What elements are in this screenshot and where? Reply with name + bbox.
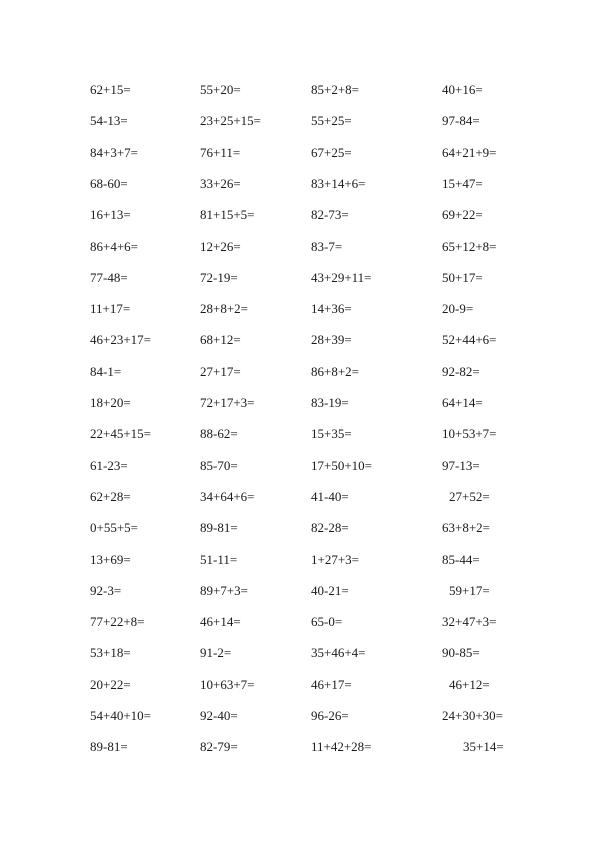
problem-r20-c1: 20+22= bbox=[90, 677, 131, 692]
problem-r5-c2: 81+15+5= bbox=[200, 207, 255, 222]
problem-r2-c3: 55+25= bbox=[311, 113, 352, 128]
problem-r20-c3: 46+17= bbox=[311, 677, 352, 692]
problem-r11-c3: 83-19= bbox=[311, 395, 349, 410]
problem-r9-c2: 68+12= bbox=[200, 332, 241, 347]
problem-r21-c2: 92-40= bbox=[200, 708, 238, 723]
problem-r16-c1: 13+69= bbox=[90, 552, 131, 567]
problem-r15-c1: 0+55+5= bbox=[90, 520, 138, 535]
problem-r4-c1: 68-60= bbox=[90, 176, 128, 191]
problem-r2-c2: 23+25+15= bbox=[200, 113, 261, 128]
problem-r8-c3: 14+36= bbox=[311, 301, 352, 316]
problem-r14-c2: 34+64+6= bbox=[200, 489, 255, 504]
problem-r19-c3: 35+46+4= bbox=[311, 645, 366, 660]
problem-r15-c2: 89-81= bbox=[200, 520, 238, 535]
problem-r22-c1: 89-81= bbox=[90, 739, 128, 754]
problem-r2-c1: 54-13= bbox=[90, 113, 128, 128]
problem-r5-c3: 82-73= bbox=[311, 207, 349, 222]
problem-r18-c3: 65-0= bbox=[311, 614, 343, 629]
problem-r3-c2: 76+11= bbox=[200, 145, 241, 160]
problem-r18-c1: 77+22+8= bbox=[90, 614, 145, 629]
problem-r6-c3: 83-7= bbox=[311, 239, 343, 254]
problem-r15-c3: 82-28= bbox=[311, 520, 349, 535]
problem-r8-c1: 11+17= bbox=[90, 301, 131, 316]
problem-r1-c3: 85+2+8= bbox=[311, 82, 359, 97]
problem-r21-c3: 96-26= bbox=[311, 708, 349, 723]
problem-r3-c3: 67+25= bbox=[311, 145, 352, 160]
problem-r15-c4: 63+8+2= bbox=[442, 520, 490, 535]
problem-r1-c1: 62+15= bbox=[90, 82, 131, 97]
problem-r7-c1: 77-48= bbox=[90, 270, 128, 285]
problem-r6-c4: 65+12+8= bbox=[442, 239, 497, 254]
problem-r7-c2: 72-19= bbox=[200, 270, 238, 285]
problem-r5-c1: 16+13= bbox=[90, 207, 131, 222]
problem-r5-c4: 69+22= bbox=[442, 207, 483, 222]
problem-r6-c1: 86+4+6= bbox=[90, 239, 138, 254]
problem-r12-c1: 22+45+15= bbox=[90, 426, 151, 441]
problem-r14-c3: 41-40= bbox=[311, 489, 349, 504]
problem-r17-c1: 92-3= bbox=[90, 583, 122, 598]
problem-r10-c1: 84-1= bbox=[90, 364, 122, 379]
problem-r14-c1: 62+28= bbox=[90, 489, 131, 504]
problem-r9-c4: 52+44+6= bbox=[442, 332, 497, 347]
problem-r19-c4: 90-85= bbox=[442, 645, 480, 660]
problem-r17-c2: 89+7+3= bbox=[200, 583, 248, 598]
problem-r16-c3: 1+27+3= bbox=[311, 552, 359, 567]
problem-r8-c2: 28+8+2= bbox=[200, 301, 248, 316]
problem-r9-c3: 28+39= bbox=[311, 332, 352, 347]
problem-r17-c4: 59+17= bbox=[449, 583, 490, 598]
problem-r4-c3: 83+14+6= bbox=[311, 176, 366, 191]
problem-r3-c4: 64+21+9= bbox=[442, 145, 497, 160]
problem-r11-c2: 72+17+3= bbox=[200, 395, 255, 410]
problem-r22-c2: 82-79= bbox=[200, 739, 238, 754]
problem-r7-c3: 43+29+11= bbox=[311, 270, 372, 285]
problem-r10-c4: 92-82= bbox=[442, 364, 480, 379]
problem-r9-c1: 46+23+17= bbox=[90, 332, 151, 347]
problem-r16-c4: 85-44= bbox=[442, 552, 480, 567]
problem-r16-c2: 51-11= bbox=[200, 552, 238, 567]
problem-r11-c1: 18+20= bbox=[90, 395, 131, 410]
problem-r11-c4: 64+14= bbox=[442, 395, 483, 410]
problem-r12-c3: 15+35= bbox=[311, 426, 352, 441]
problem-r6-c2: 12+26= bbox=[200, 239, 241, 254]
problem-r18-c4: 32+47+3= bbox=[442, 614, 497, 629]
problem-r7-c4: 50+17= bbox=[442, 270, 483, 285]
problem-r10-c3: 86+8+2= bbox=[311, 364, 359, 379]
problem-r14-c4: 27+52= bbox=[449, 489, 490, 504]
problem-r3-c1: 84+3+7= bbox=[90, 145, 138, 160]
problem-r13-c4: 97-13= bbox=[442, 458, 480, 473]
problem-r12-c2: 88-62= bbox=[200, 426, 238, 441]
problem-r22-c3: 11+42+28= bbox=[311, 739, 372, 754]
problem-r4-c2: 33+26= bbox=[200, 176, 241, 191]
problem-r19-c2: 91-2= bbox=[200, 645, 232, 660]
problem-r2-c4: 97-84= bbox=[442, 113, 480, 128]
problem-r12-c4: 10+53+7= bbox=[442, 426, 497, 441]
problem-r1-c4: 40+16= bbox=[442, 82, 483, 97]
problem-r21-c4: 24+30+30= bbox=[442, 708, 503, 723]
problem-r13-c3: 17+50+10= bbox=[311, 458, 372, 473]
problem-r20-c2: 10+63+7= bbox=[200, 677, 255, 692]
problem-r21-c1: 54+40+10= bbox=[90, 708, 151, 723]
problem-r17-c3: 40-21= bbox=[311, 583, 349, 598]
problem-r13-c1: 61-23= bbox=[90, 458, 128, 473]
problem-r18-c2: 46+14= bbox=[200, 614, 241, 629]
problem-r19-c1: 53+18= bbox=[90, 645, 131, 660]
problem-r1-c2: 55+20= bbox=[200, 82, 241, 97]
problem-r20-c4: 46+12= bbox=[449, 677, 490, 692]
problem-r22-c4: 35+14= bbox=[463, 739, 504, 754]
problem-r4-c4: 15+47= bbox=[442, 176, 483, 191]
problem-r10-c2: 27+17= bbox=[200, 364, 241, 379]
problem-r8-c4: 20-9= bbox=[442, 301, 474, 316]
problem-r13-c2: 85-70= bbox=[200, 458, 238, 473]
